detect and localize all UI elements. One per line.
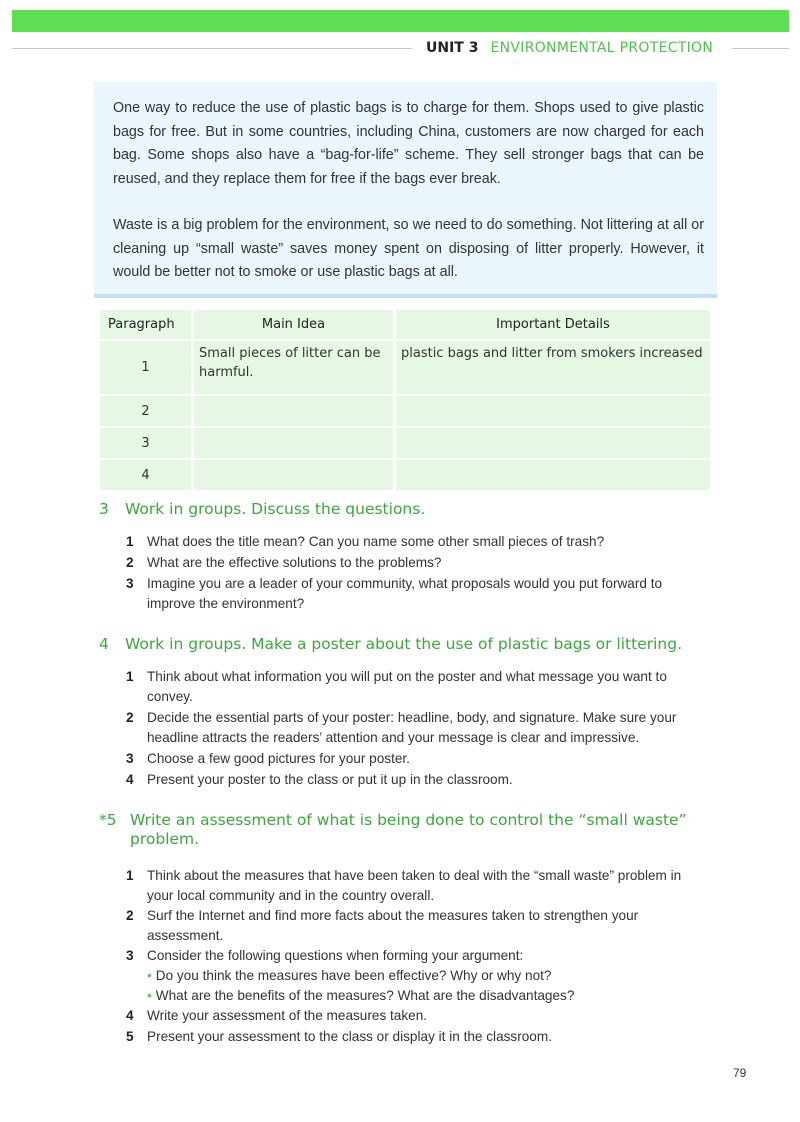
table-cell-main-idea [194,458,396,490]
list-item [126,749,706,769]
table-cell-main-idea: Small pieces of litter can be harmful. [194,339,396,394]
unit-topic: ENVIRONMENTAL PROTECTION [490,40,714,56]
bullet-text: Do you think the measures have been effective? Why or why not? [155,968,552,983]
list-item [126,770,706,790]
table-cell-details [396,426,710,458]
table-row [100,458,710,490]
table-cell-details: plastic bags and litter from smokers increased [396,339,710,394]
table-cell-main-idea [194,426,396,458]
bullet-icon: • [147,988,152,1003]
header-rule-left [12,48,412,49]
item-text: What does the title mean? Can you name some other small pieces of trash? [147,534,605,549]
running-header [426,40,713,56]
bullet-item [147,986,727,1006]
item-number: 3 [126,576,134,591]
list-item [126,708,706,748]
reading-passage-box [94,82,717,298]
item-number: 3 [126,948,134,963]
table-cell-paragraph: 4 [100,458,194,490]
list-item [126,1006,706,1026]
section-4-title [99,635,683,653]
top-color-bar [12,10,789,32]
item-number: 2 [126,710,134,725]
section-heading: problem. [130,830,200,848]
item-text: Present your assessment to the class or display it in the classroom. [147,1029,552,1044]
item-number: 2 [126,555,134,570]
table-row [100,394,710,426]
section-5-title-cont [130,830,199,848]
item-text: Think about what information you will put on the poster and what message you want to convey. [147,669,667,704]
section-heading: Work in groups. Discuss the questions. [125,500,426,518]
section-number: 3 [99,500,109,518]
item-text: What are the effective solutions to the problems? [147,555,442,570]
table-header-cell: Main Idea [194,310,396,339]
item-text: Present your poster to the class or put it up in the classroom. [147,772,513,787]
table-cell-details [396,394,710,426]
item-number: 5 [126,1029,134,1044]
bullet-icon: • [147,968,152,983]
list-item [126,667,706,707]
section-5-title [99,811,687,829]
item-text: Write your assessment of the measures taken. [147,1008,428,1023]
list-item [126,946,706,966]
item-text: Think about the measures that have been taken to deal with the “small waste” problem in your local community and in the country overall. [147,868,682,903]
item-number: 3 [126,751,134,766]
item-text: Surf the Internet and find more facts about the measures taken to strengthen your assessment. [147,908,639,943]
item-text: Decide the essential parts of your poster: headline, body, and signature. Make sure your headline attracts the readers’ attention and your message is clear and impressive. [147,710,677,745]
table-cell-paragraph: 1 [100,339,194,394]
paragraph-summary-table [100,310,710,490]
table-cell-paragraph: 2 [100,394,194,426]
list-item [126,574,706,614]
item-text: Consider the following questions when forming your argument: [147,948,524,963]
bullet-text: What are the benefits of the measures? What are the disadvantages? [155,988,575,1003]
item-number: 4 [126,772,134,787]
item-text: Choose a few good pictures for your poster. [147,751,410,766]
bullet-item [147,966,727,986]
list-item [126,532,706,552]
item-number: 4 [126,1008,134,1023]
list-item [126,1027,706,1047]
list-item [126,906,706,946]
section-heading: Write an assessment of what is being done to control the “small waste” [130,811,687,829]
table-header-cell: Paragraph [100,310,194,339]
section-3-title [99,500,426,518]
item-number: 2 [126,908,134,923]
passage-paragraph: Waste is a big problem for the environment, so we need to do something. Not littering at all or cleaning up “small waste” saves money spent on disposing of litter properly. However, it would be better not to smoke or use plastic bags at all. [113,217,704,280]
table-row [100,426,710,458]
table-row [100,339,710,394]
section-heading: Work in groups. Make a poster about the use of plastic bags or littering. [125,635,683,653]
table-cell-paragraph: 3 [100,426,194,458]
list-item [126,553,706,573]
item-number: 1 [126,868,134,883]
item-number: 1 [126,534,134,549]
unit-label: UNIT 3 [426,40,479,56]
passage-paragraph: One way to reduce the use of plastic bags is to charge for them. Shops used to give plastic bags for free. But in some countries, including China, customers are now charged for each bag. Some shops also have a “bag-for-life” scheme. They sell stronger bags that can be reused, and they replace them for free if the bags ever break. [113,100,704,187]
table-header-row [100,310,710,339]
section-number: *5 [99,811,117,829]
header-rule-right [732,48,789,49]
list-item [126,866,706,906]
table-header-cell: Important Details [496,317,610,332]
table-cell-main-idea [194,394,396,426]
section-number: 4 [99,635,109,653]
item-number: 1 [126,669,134,684]
page-number: 79 [733,1066,747,1080]
item-text: Imagine you are a leader of your community, what proposals would you put forward to improve the environment? [147,576,663,611]
table-cell-details [396,458,710,490]
